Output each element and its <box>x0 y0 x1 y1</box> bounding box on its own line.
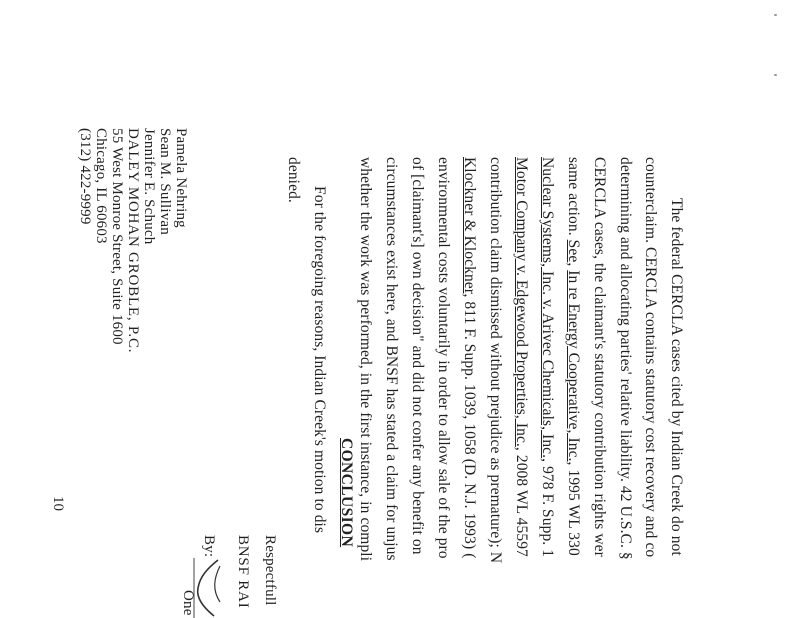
signature-one: One <box>180 590 196 616</box>
signature-mark <box>190 558 230 618</box>
body-line-11: of [claimant's] own decision" and did not confer any benefit on <box>409 157 426 555</box>
case-citation: Motor Company v. Edgewood Properties, Inc. <box>513 157 530 447</box>
counsel-name-1: Pamela Nehring <box>173 128 189 228</box>
body-line-3: determining and allocating parties' relative liability. 42 U.S.C. § <box>617 157 634 560</box>
body-line-2: counterclaim. CERCLA contains statutory cost recovery and co <box>642 157 659 558</box>
body-line-4: CERCLA cases, the claimant's statutory contribution rights wer <box>591 157 608 557</box>
counsel-phone: (312) 422-9999 <box>77 128 93 225</box>
conclusion-heading: CONCLUSION <box>338 438 355 548</box>
body-line-12: circumstances exist here, and BNSF has stated a claim for unjus <box>383 157 400 561</box>
counsel-street: 55 West Monroe Street, Suite 1600 <box>109 128 125 345</box>
signature-party: BNSF RAI <box>235 535 251 609</box>
body-line-7: Motor Company v. Edgewood Properties, Inc., 2008 WL 45597 <box>513 157 530 557</box>
signature-respectfully: Respectfull <box>262 535 278 606</box>
body-line-10: environmental costs voluntarily in order to allow sale of the pro <box>435 157 452 559</box>
body-line-13: whether the work was performed, in the first instance, in compli <box>357 157 374 562</box>
case-citation: Klockner & Klockner <box>461 157 478 294</box>
conclusion-line-2: denied. <box>285 157 302 203</box>
counsel-firm: DALEY MOHAN GROBLE, P.C. <box>125 128 141 354</box>
conclusion-line-1: For the foregoing reasons, Indian Creek's motion to dis <box>311 186 328 534</box>
page-number: 10 <box>50 496 66 511</box>
case-citation: Nuclear Systems, Inc. v. Arivec Chemicals, Inc. <box>539 157 556 459</box>
case-citation: See <box>565 239 582 263</box>
body-line-5: same action. See, In re Energy Cooperative, Inc., 1995 WL 330 <box>565 157 582 556</box>
body-line-1: The federal CERCLA cases cited by Indian Creek do not <box>668 198 685 556</box>
body-line-8: contribution claim dismissed without prejudice as premature); N <box>487 157 504 564</box>
signature-by: By: <box>201 535 217 558</box>
body-line-6: Nuclear Systems, Inc. v. Arivec Chemicals, Inc., 978 F. Supp. 1 <box>539 157 556 558</box>
scan-speck <box>774 74 777 76</box>
body-line-9: Klockner & Klockner, 811 F. Supp. 1039, 1058 (D. N.J. 1993) ( <box>461 157 478 559</box>
case-citation: In re Energy Cooperative, Inc. <box>565 270 582 462</box>
scan-speck <box>774 14 777 16</box>
counsel-name-3: Jennifer E. Schuch <box>141 128 157 245</box>
counsel-city: Chicago, IL 60603 <box>93 128 109 244</box>
counsel-name-2: Sean M. Sullivan <box>157 128 173 235</box>
